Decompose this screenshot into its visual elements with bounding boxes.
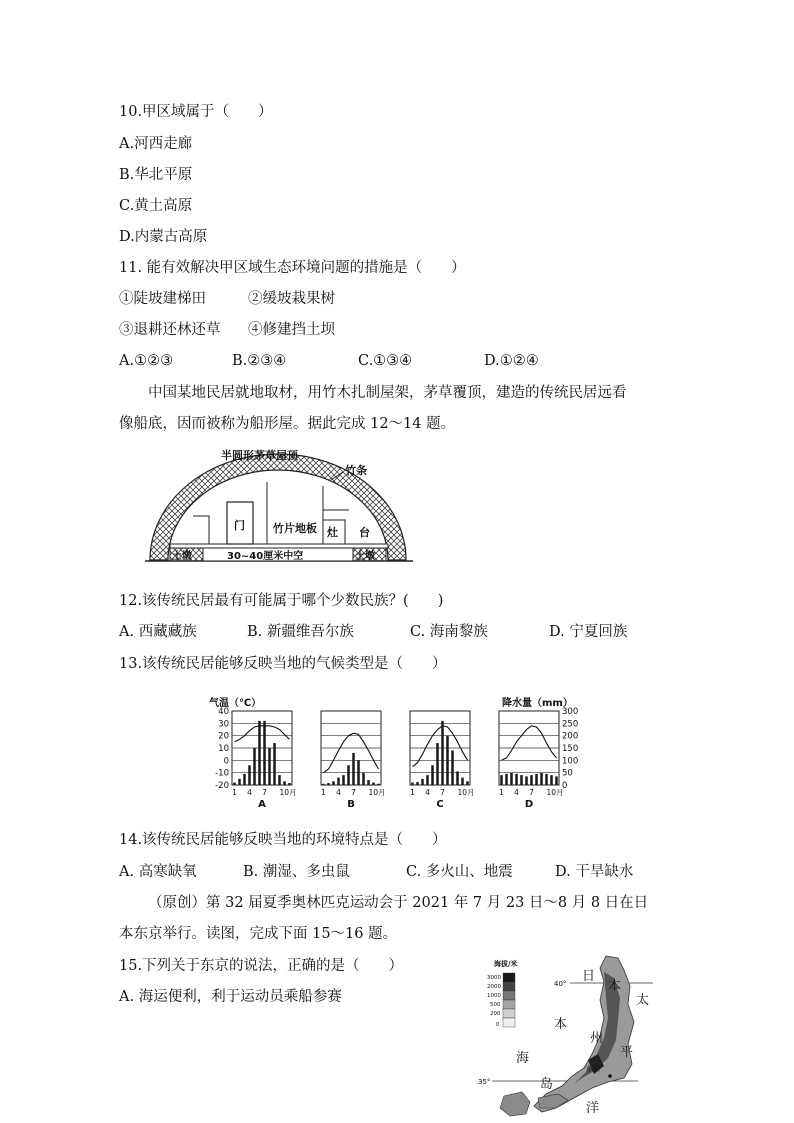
precip-bar [500, 775, 503, 785]
ocean-label-yang: 洋 [586, 1101, 600, 1116]
precip-bar [372, 783, 375, 785]
precip-bar [441, 721, 444, 785]
ocean-label-ping: 平 [620, 1045, 634, 1060]
month-tick: 4 [336, 788, 341, 797]
climate-panel-C [410, 711, 475, 810]
month-tick: 4 [247, 788, 252, 797]
precip-tick-5: 50 [562, 768, 573, 779]
island-label-dao: 岛 [540, 1077, 554, 1092]
temp-tick-6: -20 [215, 781, 229, 791]
q12-option-d: D. 宁夏回族 [549, 624, 628, 640]
q10-option-c: C.黄土高原 [119, 198, 193, 214]
precip-bar [342, 775, 345, 785]
precip-bar [332, 781, 335, 785]
precip-tick-0: 300 [562, 707, 579, 717]
passage2-line1: （原创）第 32 届夏季奥林匹克运动会于 2021 年 7 月 23 日～8 月 8 日在日 [148, 895, 649, 911]
precip-tick-2: 200 [562, 731, 579, 742]
lat-40-label: 40° [554, 980, 567, 988]
climate-panel-B [321, 711, 386, 810]
q11-stem: 11. 能有效解决甲区域生态环境问题的措施是（ ） [119, 260, 466, 276]
precip-bar [466, 781, 469, 785]
precip-bar [268, 748, 271, 785]
q15-option-a: A. 海运便利，利于运动员乘船参赛 [119, 989, 342, 1005]
precip-tick-3: 150 [562, 744, 579, 754]
q14-option-b: B. 潮湿、多虫鼠 [243, 864, 350, 880]
q12-option-a: A. 西藏藏族 [119, 624, 197, 640]
panel-label-C: C [436, 799, 444, 810]
tokyo-label: 东京 [586, 1065, 600, 1073]
q14-option-c: C. 多火山、地震 [406, 864, 513, 880]
temp-tick-4: 0 [223, 756, 229, 767]
passage1-line1: 中国某地民居就地取材，用竹木扎制屋架，茅草覆顶，建造的传统民居远看 [148, 385, 627, 401]
climate-panel-A [232, 711, 297, 810]
temp-axis-label: 气温（℃） [209, 698, 262, 709]
precip-bar [322, 784, 325, 785]
lat-35-label: 35° [478, 1078, 491, 1086]
precip-bar [248, 765, 251, 785]
sea-label-hai: 海 [516, 1051, 530, 1066]
q11-option-a: A.①②③ [119, 353, 174, 369]
precip-bar [357, 760, 360, 785]
floor-label: 竹片地板 [273, 522, 317, 535]
month-tick: 1 [232, 788, 237, 797]
temp-tick-0: 40 [218, 707, 229, 717]
bamboo-label: 竹条 [345, 464, 367, 477]
month-tick: 1 [410, 788, 415, 797]
q12-option-b: B. 新疆维吾尔族 [247, 624, 354, 640]
month-tick: 7 [440, 788, 445, 797]
precip-bar [327, 783, 330, 785]
precip-bar [431, 765, 434, 785]
japan-map [478, 948, 673, 1118]
passage1-line2: 像船底，因而被称为船形屋。据此完成 12～14 题。 [119, 416, 456, 432]
q11-measure-4: ④修建挡土坝 [248, 322, 335, 338]
platform-label: 台 [359, 526, 370, 539]
precip-bar [411, 783, 414, 785]
precip-bar [362, 773, 365, 785]
precip-bar [530, 775, 533, 785]
precip-axis-label: 降水量（mm） [502, 698, 573, 709]
chart-panels [232, 711, 564, 810]
precip-bar [540, 773, 543, 785]
precip-bar [288, 783, 291, 785]
month-tick: 4 [425, 788, 430, 797]
svg-text:3000: 3000 [487, 975, 501, 981]
panel-label-A: A [258, 799, 266, 810]
sea-label-ben: 本 [554, 1017, 568, 1032]
precip-tick-1: 250 [562, 719, 579, 730]
month-tick: 7 [262, 788, 267, 797]
roof-label: 半圆形茅草屋顶 [221, 449, 298, 462]
temp-tick-2: 20 [218, 731, 229, 742]
q10-stem: 10.甲区域属于（ ） [119, 104, 273, 120]
precip-bar [510, 773, 513, 785]
hollow-label: 30~40厘米中空 [227, 551, 304, 562]
climate-panel-D [499, 711, 564, 810]
precip-bar [515, 774, 518, 785]
boat-house-diagram [145, 448, 415, 566]
svg-text:1000: 1000 [487, 993, 501, 999]
precip-bar [505, 774, 508, 785]
precip-bar [347, 765, 350, 785]
q11-measure-1: ①陡坡建梯田 [119, 291, 206, 307]
precip-bar [258, 721, 261, 785]
q13-stem: 13.该传统民居能够反映当地的气候类型是（ ） [119, 656, 447, 672]
precip-bar [461, 778, 464, 785]
precip-ticks [562, 707, 578, 791]
precip-tick-4: 100 [562, 756, 579, 767]
q15-stem: 15.下列关于东京的说法，正确的是（ ） [119, 958, 404, 974]
precip-bar [377, 784, 380, 785]
month-tick: 10月 [546, 788, 564, 797]
right-mound-label: 土墩 [355, 551, 375, 562]
precip-bar [278, 775, 281, 785]
door-label: 门 [234, 519, 245, 532]
precip-bar [535, 774, 538, 785]
q10-option-a: A.河西走廊 [119, 136, 193, 152]
precip-bar [426, 775, 429, 785]
precip-bar [545, 774, 548, 785]
precip-bar [555, 776, 558, 785]
precip-bar [233, 783, 236, 785]
temp-tick-1: 30 [218, 719, 229, 730]
month-tick: 1 [499, 788, 504, 797]
q14-option-a: A. 高寒缺氧 [119, 864, 197, 880]
passage2-line2: 本东京举行。读图，完成下面 15～16 题。 [119, 926, 398, 942]
month-tick: 10月 [368, 788, 386, 797]
precip-bar [525, 776, 528, 785]
month-tick: 10月 [279, 788, 297, 797]
precip-bar [421, 779, 424, 785]
temp-tick-3: 10 [218, 744, 229, 754]
precip-bar [456, 771, 459, 785]
precip-bar [550, 775, 553, 785]
q11-measure-3: ③退耕还林还草 [119, 322, 221, 338]
precip-bar [337, 778, 340, 785]
svg-text:200: 200 [490, 1011, 501, 1017]
left-mound-label: 土墩 [172, 551, 192, 562]
precip-bar [352, 753, 355, 785]
ocean-label-tai: 太 [636, 993, 650, 1008]
precip-bar [416, 782, 419, 785]
tokyo-marker [608, 1074, 612, 1078]
climate-charts [205, 693, 605, 815]
stove-label: 灶 [327, 526, 338, 539]
precip-bar [520, 775, 523, 785]
precip-bar [283, 781, 286, 785]
q14-stem: 14.该传统民居能够反映当地的环境特点是（ ） [119, 832, 447, 848]
island-label-zhou: 州 [590, 1031, 604, 1046]
svg-text:0: 0 [496, 1022, 500, 1028]
q10-option-b: B.华北平原 [119, 167, 193, 183]
svg-text:500: 500 [490, 1002, 501, 1008]
q11-option-c: C.①③④ [358, 353, 413, 369]
temp-tick-5: -10 [215, 768, 229, 779]
temp-ticks [215, 707, 229, 791]
q12-stem: 12.该传统民居最有可能属于哪个少数民族？( ) [119, 593, 444, 609]
precip-bar [253, 748, 256, 785]
precip-bar [243, 774, 246, 785]
precip-bar [263, 721, 266, 785]
month-tick: 10月 [457, 788, 475, 797]
q12-option-c: C. 海南黎族 [410, 624, 488, 640]
month-tick: 1 [321, 788, 326, 797]
panel-label-B: B [347, 799, 355, 810]
precip-bar [436, 743, 439, 785]
sea-label-ri: 日 [582, 969, 596, 984]
q10-option-d: D.内蒙古高原 [119, 229, 208, 245]
legend-title: 海拔/米 [494, 960, 518, 968]
island-label-ben: 本 [608, 979, 622, 994]
q11-option-d: D.①②④ [484, 353, 539, 369]
q14-option-d: D. 干旱缺水 [555, 864, 634, 880]
precip-bar [273, 743, 276, 785]
precip-bar [451, 750, 454, 785]
q11-measure-2: ②缓坡栽果树 [248, 291, 335, 307]
month-tick: 4 [514, 788, 519, 797]
svg-text:2000: 2000 [487, 984, 501, 990]
month-tick: 7 [529, 788, 534, 797]
precip-bar [446, 736, 449, 785]
q11-option-b: B.②③④ [232, 353, 287, 369]
month-tick: 7 [351, 788, 356, 797]
precip-bar [238, 779, 241, 785]
precip-bar [367, 780, 370, 785]
panel-label-D: D [524, 799, 534, 810]
precip-tick-6: 0 [562, 781, 568, 791]
bamboo-floor [170, 544, 388, 548]
